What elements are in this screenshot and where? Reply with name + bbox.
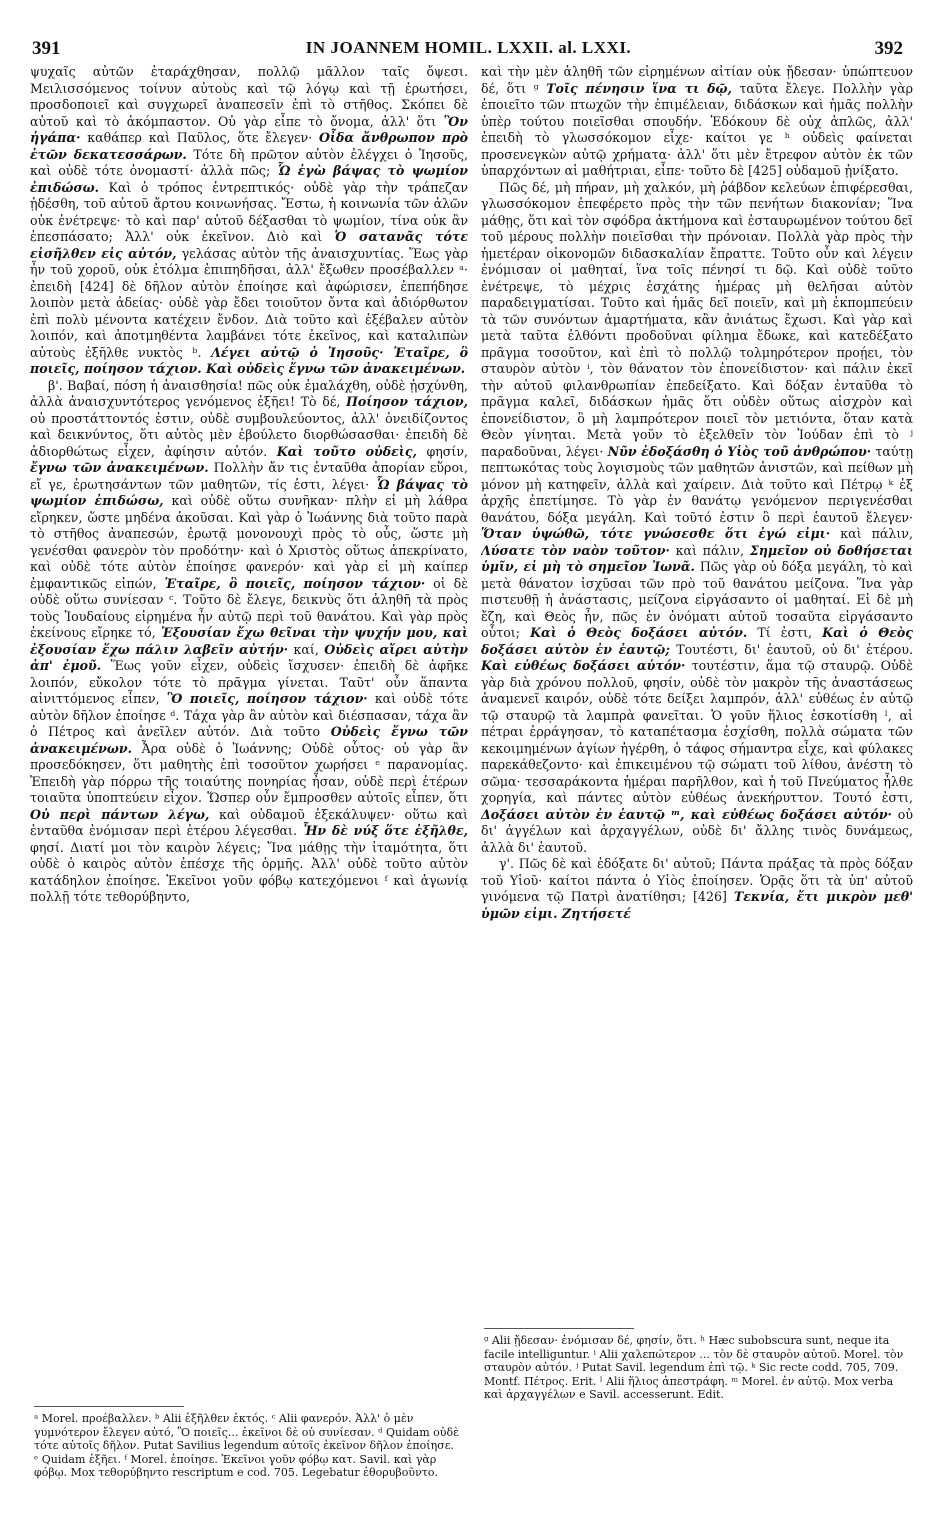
page-number-right: 392 [874, 38, 903, 59]
paragraph: καὶ τὴν μὲν ἀληθῆ τῶν εἰρημένων αἰτίαν οὐκ ᾔδεσαν· ὑπώπτευον δέ, ὅτι ᵍ Τοῖς πένησιν ἵνα τι δῷ, ταῦτα ἔλεγε. Πολλὴν γὰρ ἐποιεῖτο τῶν πτωχῶν τὴν ἐπιμέλειαν, διδάσκων καὶ ἡμᾶς πολλὴν ὑπὲρ τούτου ποιεῖσθαι σπουδήν. Ἐδόκουν δὲ οὐχ ἁπλῶς, ἀλλ' ἐπειδὴ τὸ γλωσσόκομον εἶχε· καίτοι γε ʰ οὐδεὶς φαίνεται προσενεγκὼν αὐτῷ χρήματα· ἀλλ' ὅτι μὲν ἔτρεφον αὐτὸν ἐκ τῶν ὑπαρχόντων αἱ μαθήτριαι, εἶπε· τοῦτο δὲ [425] οὐδαμοῦ ᾐνίξατο. [481, 64, 913, 178]
paragraph: γ'. Πῶς δὲ καὶ ἐδόξατε δι' αὐτοῦ; Πάντα πράξας τὰ πρὸς δόξαν τοῦ Υἱοῦ· καίτοι πάντα ὁ Υἱὸς ἐποίησεν. Ὁρᾷς ὅτι τὰ ὑπ' αὐτοῦ γινόμενα τῷ Πατρὶ ἀνατίθησι; [426] Τεκνία, ἔτι μικρὸν μεθ' ὑμῶν εἰμι. Ζητήσετέ [481, 856, 913, 921]
footnotes-left [34, 1412, 466, 1480]
running-head: IN JOANNEM HOMIL. LXXII. al. LXXI. [305, 38, 632, 57]
footnotes-right [484, 1334, 912, 1402]
paragraph: β'. Βαβαί, πόση ἡ ἀναισθησία! πῶς οὐκ ἐμαλάχθη, οὐδὲ ᾐσχύνθη, ἀλλὰ ἀναισχυντότερος γενόμενος ἐξῆει! Τὸ δέ, Ποίησον τάχιον, οὐ προστάττοντός ἐστιν, οὐδὲ συμβουλεύοντος, ἀλλ' ὀνειδίζοντος καὶ δεικνύντος, ὅτι αὐτὸς μὲν ἐβούλετο διορθώσασθαι· ἐπειδὴ δὲ ἀδιορθώτως εἶχεν, ἀφίησιν αὐτόν. Καὶ τοῦτο οὐδεὶς, φησίν, ἔγνω τῶν ἀνακειμένων. Πολλὴν ἄν τις ἐνταῦθα ἀπορίαν εὕροι, εἴ γε, ἐρωτησάντων τῶν μαθητῶν, τίς ἐστι, λέγει· Ὧ βάψας τὸ ψωμίον ἐπιδώσω, καὶ οὐδὲ οὕτω συνῆκαν· πλὴν εἰ μὴ λάθρα εἴρηκεν, ὥστε μηδένα ἀκοῦσαι. Καὶ γὰρ ὁ Ἰωάννης διὰ τοῦτο παρὰ τὸ στῆθος ἀναπεσών, ἐρωτᾷ μονονουχὶ πρὸς τὸ οὖς, ὥστε μὴ γενέσθαι φανερὸν τὸν προδότην· καὶ ὁ Χριστὸς οὕτως ἀπεκρίνατο, καὶ οὐδὲ τότε αὐτὸν ἐποίησε φανερόν· καὶ γὰρ εἰ μὴ καίπερ ἐμφαντικῶς εἰπών, Ἑταῖρε, ὃ ποιεῖς, ποίησον τάχιον· οἱ δὲ οὐδὲ οὕτω συνίεσαν ᶜ. Τοῦτο δὲ ἔλεγε, δεικνὺς ὅτι ἀληθῆ τὰ πρὸς τοὺς Ἰουδαίους εἰρημένα ἦν αὐτῷ περὶ τοῦ θανάτου. Καὶ γὰρ πρὸς ἐκείνους εἴρηκε τό, Ἐξουσίαν ἔχω θεῖναι τὴν ψυχήν μου, καὶ ἐξουσίαν ἔχω πάλιν λαβεῖν αὐτήν· καί, Οὐδεὶς αἴρει αὐτὴν ἀπ' ἐμοῦ. Ἕως γοῦν εἶχεν, οὐδεὶς ἴσχυσεν· ἐπειδὴ δὲ ἀφῆκε λοιπόν, εὔκολον τότε τὸ πρᾶγμα γίνεται. Ταῦτ' οὖν ἅπαντα αἰνιττόμενος εἶπεν, Ὃ ποιεῖς, ποίησον τάχιον· καὶ οὐδὲ τότε αὐτὸν δῆλον ἐποίησε ᵈ. Τάχα γὰρ ἂν αὐτὸν καὶ διέσπασαν, τάχα ἂν ὁ Πέτρος καὶ ἀνεῖλεν αὐτόν. Διὰ τοῦτο Οὐδεὶς ἔγνω τῶν ἀνακειμένων. Ἆρα οὐδὲ ὁ Ἰωάννης; Οὐδὲ οὗτος· οὐ γὰρ ἂν προσεδόκησεν, ὅτι μαθητὴς ἐπὶ τοσοῦτον χωρήσει ᵉ παρανομίας. Ἐπειδὴ γὰρ πόρρω τῆς τοιαύτης πονηρίας ἦσαν, οὐδὲ περὶ ἑτέρων τοιαῦτα ὑποπτεύειν εἶχον. Ὥσπερ οὖν ἔμπροσθεν αὐτοῖς εἶπεν, ὅτι Οὐ περὶ πάντων λέγω, καὶ οὐδαμοῦ ἐξεκάλυψεν· οὕτω καὶ ἐνταῦθα ἐνόμισαν περὶ ἑτέρου λέγεσθαι. Ἦν δὲ νύξ ὅτε ἐξῆλθε, φησί. Διατί μοι τὸν καιρὸν λέγεις; Ἵνα μάθῃς τὴν ἰταμότητα, ὅτι οὐδὲ ὁ καιρὸς αὐτὸν ἐπέσχε τῆς ὁρμῆς. Ἀλλ' οὐδὲ τοῦτο αὐτὸν κατάδηλον ἐποίησε. Ἐκεῖνοι γοῦν φόβῳ κατεχόμενοι ᶠ καὶ ἀγωνίᾳ πολλῇ τότε τεθορύβηντο, [30, 377, 468, 904]
footnote-rule-left [34, 1406, 184, 1407]
footnote: ᵃ Morel. προέβαλλεν. ᵇ Alii ἐξῆλθεν ἐκτός. ᶜ Alii φανερόν. Ἀλλ' ὁ μὲν γυμνότερον ἔλεγεν αὐτό, Ὃ ποιεῖς... ἐκεῖνοι δὲ οὐ συνίεσαν. ᵈ Quidam οὐδὲ τότε αὐτοῖς δῆλον. Putat Savilius legendum αὐτοῖς ἐκεῖνον δῆλον ἐποίησε. [34, 1412, 459, 1453]
page-header [22, 38, 915, 62]
right-column [481, 64, 913, 1264]
footnote-rule-right [484, 1328, 634, 1329]
paragraph: ψυχαῖς αὐτῶν ἐταράχθησαν, πολλῷ μᾶλλον ταῖς ὄψεσι. Μειλισσόμενος τοίνυν αὐτοὺς καὶ τῷ λόγῳ καὶ τῇ ἐρωτήσει, προσδοποιεῖ καὶ συγχωρεῖ ἀναπεσεῖν ἐπὶ τὸ στῆθος. Σκόπει δὲ αὐτοῦ καὶ τὸ ἀκόμπαστον. Οὐ γὰρ εἶπε τὸ ὄνομα, ἀλλ' ὅτι Ὃν ἠγάπα· καθάπερ καὶ Παῦλος, ὅτε ἔλεγεν· Οἶδα ἄνθρωπον πρὸ ἐτῶν δεκατεσσάρων. Τότε δὴ πρῶτον αὐτὸν ἐλέγχει ὁ Ἰησοῦς, καὶ οὐδὲ τότε ὀνομαστί· ἀλλὰ πῶς; Ὧ ἐγὼ βάψας τὸ ψωμίον ἐπιδώσω. Καὶ ὁ τρόπος ἐντρεπτικός· οὐδὲ γὰρ τὴν τράπεζαν ᾐδέσθη, τοῦ αὐτοῦ ἄρτου κοινωνήσας. Ἔστω, ἡ κοινωνία τῶν ἁλῶν οὐκ ἐνέτρεψε· τὸ καὶ παρ' αὐτοῦ δέξασθαι τὸ ψωμίον, τίνα οὐκ ἂν ἐπεσπάσατο; Ἀλλ' οὐκ ἐκεῖνον. Διὸ καὶ Ὁ σατανᾶς τότε εἰσῆλθεν εἰς αὐτόν, γελάσας αὐτὸν τῆς ἀναισχυντίας. Ἕως γὰρ ἦν τοῦ χοροῦ, οὐκ ἐτόλμα ἐπιπηδῆσαι, ἀλλ' ἔξωθεν προσέβαλλεν ᵃ· ἐπειδὴ [424] δὲ δῆλον αὐτὸν ἐποίησε καὶ ἀφώρισεν, ἐπεπήδησε λοιπὸν μετὰ ἀδείας· οὐδὲ γὰρ ἔδει τοιοῦτον ὄντα καὶ ἀδιόρθωτον ἐπὶ πολὺ μένοντα κατέχειν ἔνδον. Διὰ τοῦτο καὶ ἐξέβαλεν αὐτὸν λοιπόν, καὶ ἀποτμηθέντα λαμβάνει τότε ἐκεῖνος, καὶ καταλιπὼν αὐτοὺς ἐξῆλθε νυκτὸς ᵇ. Λέγει αὐτῷ ὁ Ἰησοῦς· Ἑταῖρε, ὃ ποιεῖς, ποίησον τάχιον. Καὶ οὐδεὶς ἔγνω τῶν ἀνακειμένων. [30, 64, 468, 376]
paragraph: Πῶς δέ, μὴ πήραν, μὴ χαλκόν, μὴ ῥάβδον κελεύων ἐπιφέρεσθαι, γλωσσόκομον ἐπεφέρετο πρὸς τὴν τῶν πενήτων διακονίαν; Ἵνα μάθῃς, ὅτι καὶ τὸν σφόδρα ἀκτήμονα καὶ ἐσταυρωμένον τούτου δεῖ τοῦ μέρους πολλὴν ποιεῖσθαι τὴν πρόνοιαν. Πολλὰ γὰρ πρὸς τὴν ἡμετέραν οἰκονομῶν διδασκαλίαν ἔπραττε. Τοῦτο οὖν καὶ λέγειν ἐνόμισαν οἱ μαθηταί, ἵνα τοῖς πένησί τι δῷ. Καὶ οὐδὲ τοῦτο ἐνέτρεψε, τὸ μέχρις ἐσχάτης ἡμέρας μὴ θελῆσαι αὐτὸν παραδειγματίσαι. Τοῦτο καὶ ἡμᾶς δεῖ ποιεῖν, καὶ μὴ ἐκπομπεύειν τὰ τῶν συνόντων ἁμαρτήματα, κἂν ἀνιάτως ἔχωσι. Καὶ γὰρ καὶ μετὰ ταῦτα ἐλθόντι προδοῦναι φίλημα ἔδωκε, καὶ κατεδέξατο πρᾶγμα τοσοῦτον, καὶ ἐπὶ τὸ πολλῷ τολμηρότερον προῄει, τὸν σταυρὸν αὐτὸν ⁱ, τὸν θάνατον τὸν ἐπονείδιστον· καὶ πάλιν ἐκεῖ τὴν αὐτοῦ φιλανθρωπίαν ἐπεδείξατο. Καὶ δόξαν ἐνταῦθα τὸ πρᾶγμα καλεῖ, διδάσκων ἡμᾶς ὅτι οὐδὲν οὕτως αἰσχρὸν καὶ ἐπονείδιστον, ὃ μὴ λαμπρότερον ποιεῖ τὸν μετιόντα, ὅταν κατὰ Θεὸν γίνηται. Μετὰ γοῦν τὸ ἐξελθεῖν τὸν Ἰούδαν ἐπὶ τὸ ʲ παραδοῦναι, λέγει· Νῦν ἐδοξάσθη ὁ Υἱὸς τοῦ ἀνθρώπου· ταύτῃ πεπτωκότας τοὺς λογισμοὺς τῶν μαθητῶν ἀνιστῶν, καὶ πείθων μὴ μόνον μὴ κατηφεῖν, ἀλλὰ καὶ χαίρειν. Διὰ τοῦτο καὶ Πέτρῳ ᵏ ἐξ ἀρχῆς ἐπετίμησε. Τὸ γὰρ ἐν θανάτῳ γενόμενον περιγενέσθαι θανάτου, δόξα μεγάλη. Καὶ τοῦτό ἐστιν ὃ περὶ ἑαυτοῦ ἔλεγεν· Ὅταν ὑψώθῶ, τότε γνώσεσθε ὅτι ἐγώ εἰμι· καὶ πάλιν, Λύσατε τὸν ναὸν τοῦτον· καὶ πάλιν, Σημεῖον οὐ δοθήσεται ὑμῖν, εἰ μὴ τὸ σημεῖον Ἰωνᾶ. Πῶς γὰρ οὐ δόξα μεγάλη, τὸ καὶ μετὰ θάνατον ἰσχῦσαι τῶν πρὸ τοῦ θανάτου μείζονα. Ἵνα γὰρ πιστευθῇ ἡ ἀνάστασις, μείζονα εἰργάσαντο οἱ μαθηταί. Εἰ δὲ μὴ ἔζη, καὶ Θεὸς ἦν, πῶς ἐν ὀνόματι αὐτοῦ τοσαῦτα εἰργάσαντο οὗτοι; Καὶ ὁ Θεὸς δοξάσει αὐτόν. Τί ἐστι, Καὶ ὁ Θεὸς δοξάσει αὐτὸν ἐν ἑαυτῷ; Τουτέστι, δι' ἑαυτοῦ, οὐ δι' ἑτέρου. Καὶ εὐθέως δοξάσει αὐτόν· τουτέστιν, ἅμα τῷ σταυρῷ. Οὐδὲ γὰρ διὰ χρόνου πολλοῦ, φησίν, οὐδὲ τὸν μακρὸν τῆς ἀναστάσεως ἀναμενεῖ καιρόν, οὐδὲ τότε δείξει λαμπρόν, ἀλλ' εὐθέως ἐν αὐτῷ τῷ σταυρῷ τὰ λαμπρὰ φανεῖται. Ὁ γοῦν ἥλιος ἐσκοτίσθη ˡ, αἱ πέτραι ἐρράγησαν, τὸ καταπέτασμα ἐσχίσθη, πολλὰ σώματα τῶν κεκοιμημένων ἁγίων ἠγέρθη, ὁ τάφος σήμαντρα εἶχε, καὶ φύλακες παρεκάθεζοντο· καὶ ἐπικειμένου τῷ σώματι τοῦ λίθου, ἀνέστη τὸ σῶμα· τεσσαράκοντα ἡμέραι παρῆλθον, καὶ ἡ τοῦ Πνεύματος ἦλθε χορηγία, καὶ πάντες αὐτὸν εὐθέως ἀνεκήρυττον. Τουτό ἐστι, Δοξάσει αὐτὸν ἐν ἑαυτῷ ᵐ, καὶ εὐθέως δοξάσει αὐτόν· οὐ δι' ἀγγέλων καὶ ἀρχαγγέλων, οὐδὲ δι' ἄλλης τινὸς δυνάμεως, ἀλλὰ δι' ἑαυτοῦ. [481, 179, 913, 855]
footnote: ᵉ Quidam ἐξῆει. ᶠ Morel. ἐποίησε. Ἐκεῖνοι γοῦν φόβῳ κατ. Savil. καὶ γὰρ φόβῳ. Mox τεθορύβηντο rescriptum e cod. 705. Legebatur ἐθορυβοῦντο. [34, 1452, 438, 1480]
footnote: ᵍ Alii ᾔδεσαν· ἐνόμισαν δέ, φησίν, ὅτι. ʰ Hæc subobscura sunt, neque ita facile intelliguntur. ⁱ Alii χαλεπώτερον ... τὸν δὲ σταυρὸν αὐτοῦ. Morel. τὸν σταυρὸν αὐτόν. ʲ Putat Savil. legendum ἐπὶ τῷ. ᵏ Sic recte codd. 705, 709. Montf. Πέτρος. Erit. ˡ Alii ἥλιος ἀπεστράφη. ᵐ Morel. ἐν αὐτῷ. Mox verba καὶ ἀρχαγγέλων e Savil. accesserunt. Edit. [484, 1334, 904, 1402]
left-column [30, 64, 468, 1206]
page-number-left: 391 [32, 38, 61, 59]
